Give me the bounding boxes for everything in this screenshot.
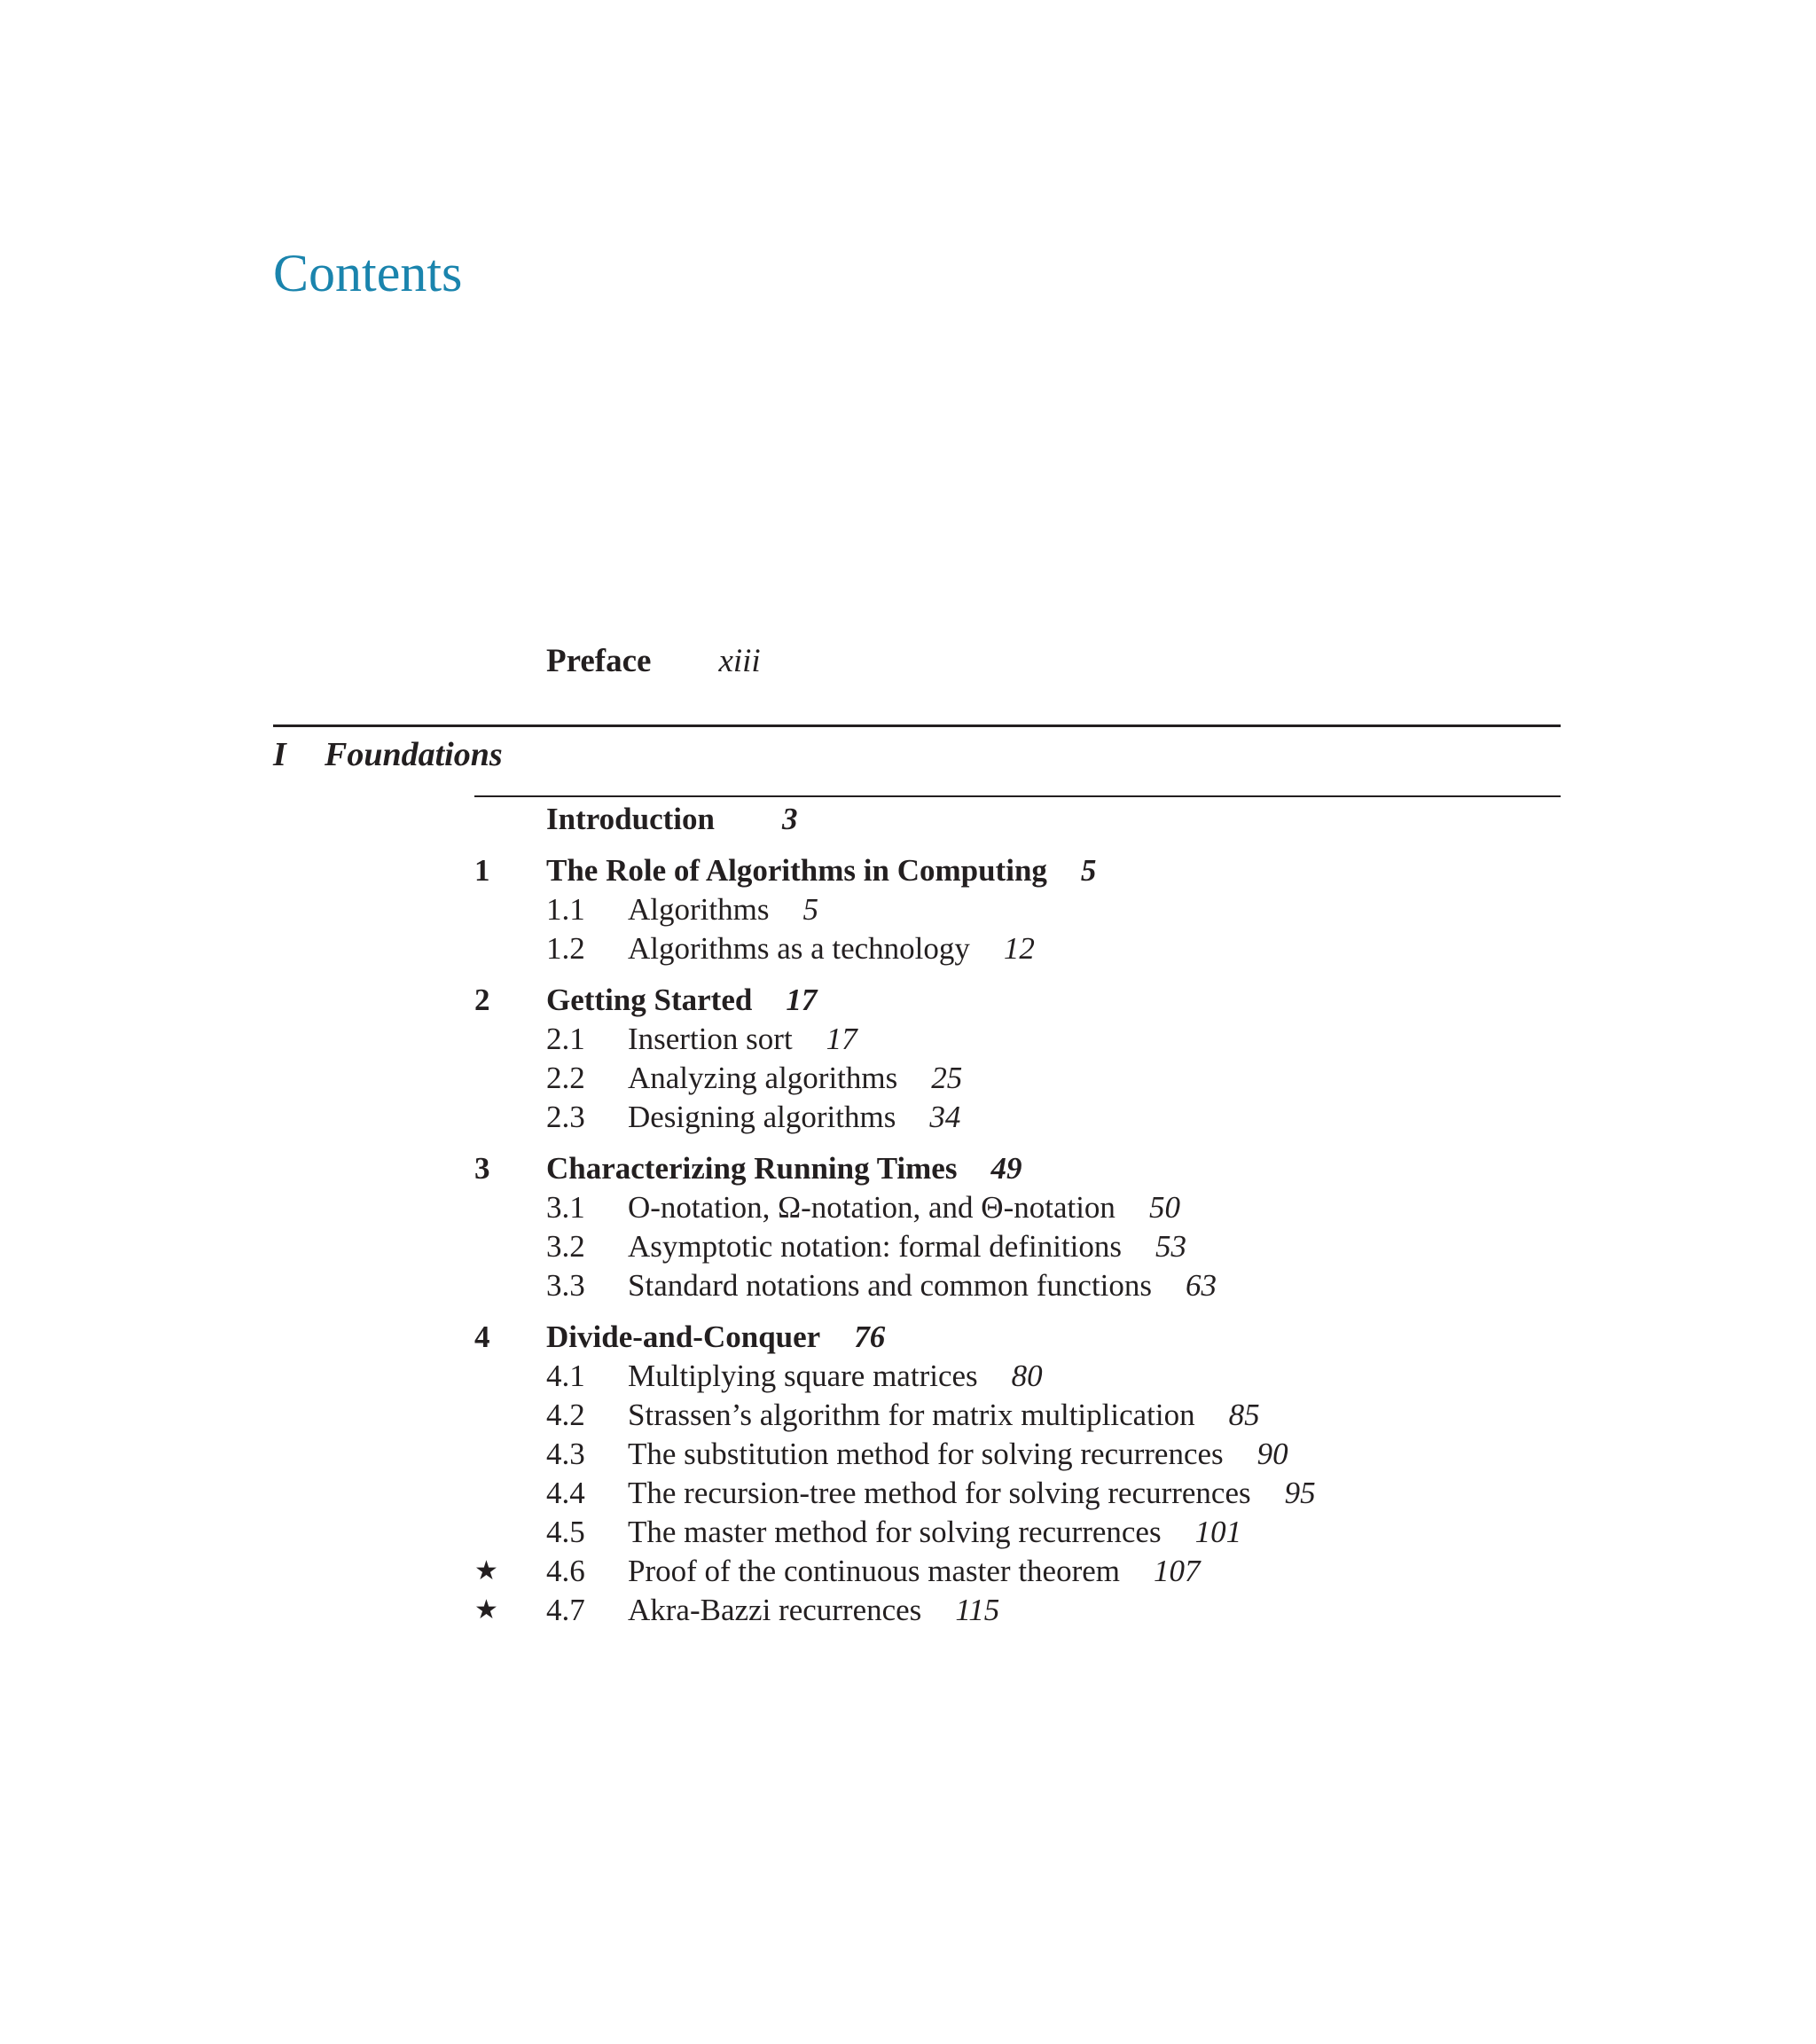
toc-section-entry[interactable] xyxy=(474,1098,1561,1137)
section-title: Standard notations and common functions xyxy=(628,1268,1153,1303)
chapter-title-group xyxy=(546,1149,1022,1188)
section-title-group xyxy=(628,1188,1180,1227)
page-title: Contents xyxy=(273,244,463,303)
part-heading xyxy=(273,738,503,771)
section-title: Proof of the continuous master theorem xyxy=(628,1554,1121,1588)
section-title-group xyxy=(628,1591,999,1630)
section-page-number: 63 xyxy=(1186,1268,1217,1303)
part-sub-rule xyxy=(474,795,1561,797)
section-number: 2.1 xyxy=(546,1022,585,1056)
section-page-number: 50 xyxy=(1148,1190,1180,1225)
section-number: 3.3 xyxy=(546,1268,585,1303)
section-page-number: 107 xyxy=(1154,1554,1201,1588)
section-title: Analyzing algorithms xyxy=(628,1061,898,1095)
section-title-group xyxy=(628,1020,857,1059)
section-page-number: 5 xyxy=(802,892,818,927)
section-number: 3.1 xyxy=(546,1190,585,1225)
star-icon: ★ xyxy=(474,1595,498,1625)
section-title-group xyxy=(628,1059,962,1098)
section-title-group xyxy=(628,929,1035,968)
chapter-title: Characterizing Running Times xyxy=(546,1151,958,1186)
toc-section-entry[interactable] xyxy=(474,1474,1561,1513)
section-page-number: 101 xyxy=(1194,1515,1242,1549)
chapter-page-number: 49 xyxy=(990,1151,1022,1186)
section-page-number: 115 xyxy=(955,1593,1000,1627)
section-page-number: 17 xyxy=(826,1022,857,1056)
toc-chapter-entry[interactable] xyxy=(474,1149,1561,1188)
section-title-group xyxy=(628,890,818,929)
chapter-number: 2 xyxy=(474,983,490,1017)
chapter-title-group xyxy=(546,851,1096,890)
part-title: Foundations xyxy=(325,736,503,773)
chapter-page-number: 5 xyxy=(1080,853,1097,888)
section-page-number: 12 xyxy=(1003,931,1035,966)
chapter-title: Divide-and-Conquer xyxy=(546,1320,821,1354)
section-title-group xyxy=(628,1396,1260,1435)
toc-section-entry[interactable] xyxy=(474,1513,1561,1552)
chapter-title: Getting Started xyxy=(546,983,753,1017)
section-title: The recursion-tree method for solving recurrences xyxy=(628,1476,1251,1510)
toc-chapter-entry[interactable] xyxy=(474,851,1561,890)
chapter-number: 4 xyxy=(474,1320,490,1354)
chapter-title: The Role of Algorithms in Computing xyxy=(546,853,1047,888)
section-page-number: 90 xyxy=(1256,1437,1288,1471)
preface-label: Preface xyxy=(546,643,652,679)
section-page-number: 53 xyxy=(1155,1229,1187,1264)
section-title: Algorithms as a technology xyxy=(628,931,970,966)
toc-section-entry[interactable] xyxy=(474,1357,1561,1396)
introduction-page-number: 3 xyxy=(781,802,798,836)
chapter-number: 3 xyxy=(474,1151,490,1186)
section-page-number: 34 xyxy=(929,1100,961,1134)
section-title-group xyxy=(628,1513,1241,1552)
toc-chapter-entry[interactable] xyxy=(474,1318,1561,1357)
section-number: 1.1 xyxy=(546,892,585,927)
section-number: 4.4 xyxy=(546,1476,585,1510)
section-title: Strassen’s algorithm for matrix multiplication xyxy=(628,1398,1195,1432)
toc-section-entry[interactable] xyxy=(474,890,1561,929)
section-title: The substitution method for solving recurrences xyxy=(628,1437,1224,1471)
section-number: 4.7 xyxy=(546,1593,585,1627)
toc-section-entry[interactable] xyxy=(474,1227,1561,1266)
section-title-group xyxy=(628,1098,960,1137)
toc-section-entry[interactable] xyxy=(474,1266,1561,1305)
toc-section-entry[interactable] xyxy=(474,1435,1561,1474)
section-title-group xyxy=(628,1266,1217,1305)
section-page-number: 95 xyxy=(1284,1476,1316,1510)
part-top-rule xyxy=(273,724,1561,727)
section-number: 4.3 xyxy=(546,1437,585,1471)
chapter-title-group xyxy=(546,981,817,1020)
toc-section-entry[interactable] xyxy=(474,1188,1561,1227)
section-number: 1.2 xyxy=(546,931,585,966)
section-title: Multiplying square matrices xyxy=(628,1359,978,1393)
toc-section-entry[interactable] xyxy=(474,1396,1561,1435)
chapter-page-number: 76 xyxy=(854,1320,886,1354)
section-title-group xyxy=(628,1435,1288,1474)
chapter-title-group xyxy=(546,1318,885,1357)
section-title: O-notation, Ω-notation, and Θ-notation xyxy=(628,1190,1115,1225)
section-number: 2.3 xyxy=(546,1100,585,1134)
toc-introduction-entry[interactable] xyxy=(474,800,1561,839)
section-title-group xyxy=(628,1357,1043,1396)
section-page-number: 85 xyxy=(1228,1398,1260,1432)
star-icon: ★ xyxy=(474,1556,498,1586)
preface-page-number: xiii xyxy=(718,643,761,679)
chapter-number: 1 xyxy=(474,853,490,888)
part-numeral: I xyxy=(273,736,286,773)
section-title-group xyxy=(628,1227,1186,1266)
section-title: Insertion sort xyxy=(628,1022,793,1056)
toc-preface-entry[interactable] xyxy=(546,645,761,677)
toc-section-entry[interactable] xyxy=(474,1591,1561,1630)
toc-list xyxy=(474,800,1561,1630)
section-number: 3.2 xyxy=(546,1229,585,1264)
section-title-group xyxy=(628,1552,1201,1591)
section-title: The master method for solving recurrences xyxy=(628,1515,1162,1549)
section-title: Designing algorithms xyxy=(628,1100,896,1134)
section-number: 4.1 xyxy=(546,1359,585,1393)
section-number: 2.2 xyxy=(546,1061,585,1095)
section-page-number: 25 xyxy=(931,1061,963,1095)
section-title: Akra-Bazzi recurrences xyxy=(628,1593,922,1627)
section-title: Algorithms xyxy=(628,892,770,927)
section-page-number: 80 xyxy=(1011,1359,1043,1393)
section-title-group xyxy=(628,1474,1316,1513)
toc-section-entry[interactable] xyxy=(474,1020,1561,1059)
toc-section-entry[interactable] xyxy=(474,1552,1561,1591)
toc-section-entry[interactable] xyxy=(474,929,1561,968)
toc-chapter-entry[interactable] xyxy=(474,981,1561,1020)
section-number: 4.5 xyxy=(546,1515,585,1549)
toc-section-entry[interactable] xyxy=(474,1059,1561,1098)
introduction-label: Introduction xyxy=(546,802,715,836)
section-number: 4.6 xyxy=(546,1554,585,1588)
section-title: Asymptotic notation: formal definitions xyxy=(628,1229,1123,1264)
chapter-page-number: 17 xyxy=(786,983,818,1017)
section-number: 4.2 xyxy=(546,1398,585,1432)
